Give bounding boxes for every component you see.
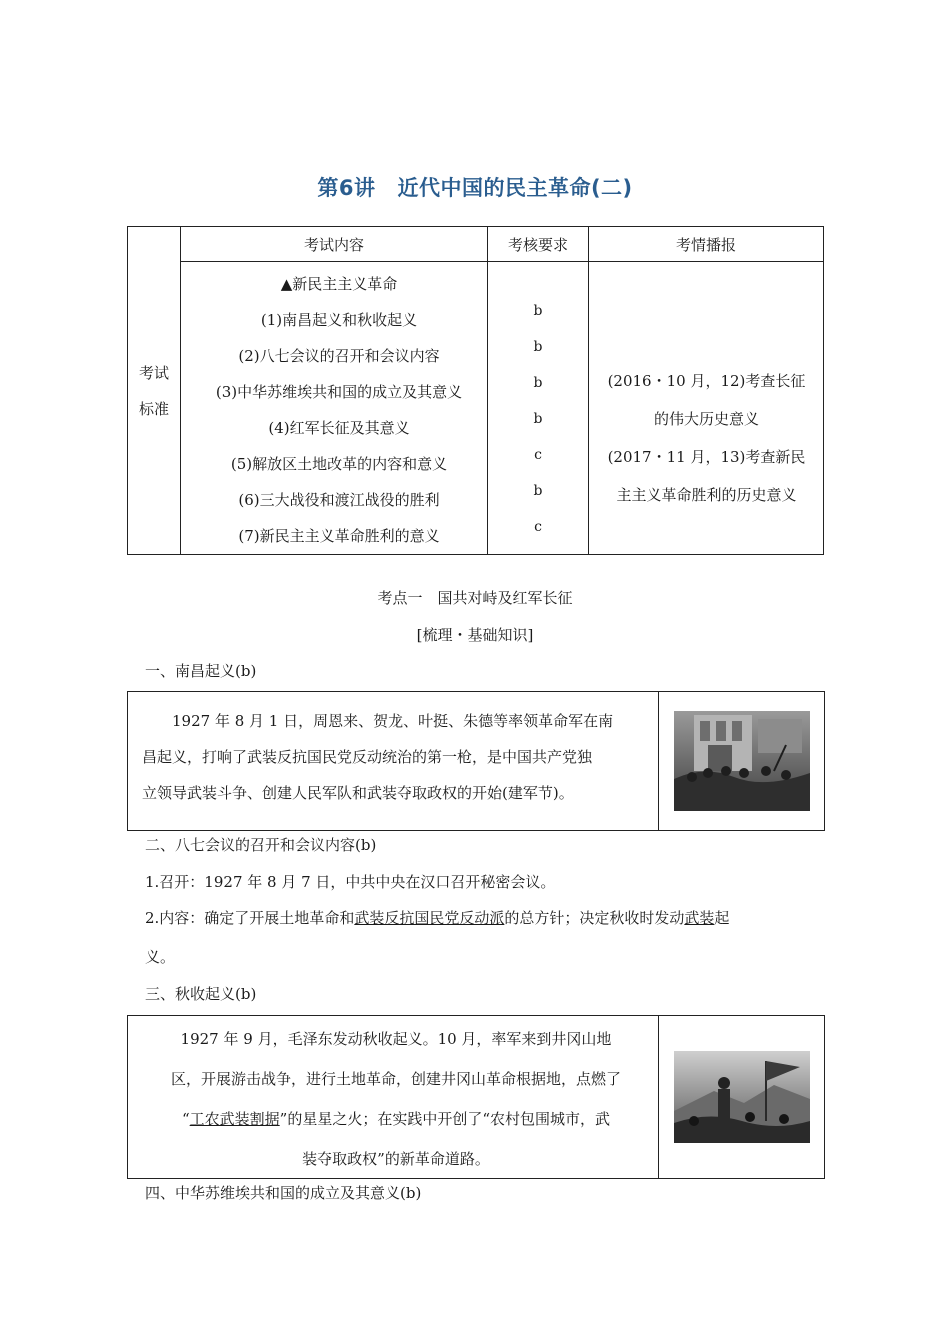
req-level: c: [534, 447, 542, 463]
row-label: 考试 标准: [128, 227, 181, 555]
header-content: 考试内容: [181, 227, 488, 262]
requirement-cell: [488, 262, 589, 555]
page-title: [0, 172, 950, 202]
sec2-item-1: 1.召开：1927 年 8 月 7 日，中共中央在汉口召开秘密会议。: [145, 873, 556, 891]
autumn-harvest-image: [659, 1016, 824, 1178]
broadcast-cell: (2016・10 月，12)考查长征 的伟大历史意义 (2017・11 月，13)考查新民 主主义革命胜利的历史意义: [589, 262, 824, 555]
sec2-item-2: 2.内容：确定了开展土地革命和武装反抗国民党反动派的总方针；决定秋收时发动武装起: [145, 909, 730, 927]
list-item: (4)红军长征及其意义: [268, 419, 410, 437]
nanchang-uprising-image: [659, 692, 824, 830]
req-level: c: [534, 519, 542, 535]
sec2-heading: 二、八七会议的召开和会议内容(b): [145, 836, 377, 854]
sec2-item-2-cont: 义。: [145, 948, 176, 966]
section-heading: ▲新民主主义革命: [280, 275, 398, 293]
req-level: b: [533, 483, 543, 499]
header-requirement: 考核要求: [488, 227, 589, 262]
sec4-heading: 四、中华苏维埃共和国的成立及其意义(b): [145, 1184, 422, 1202]
kaodian-heading: 考点一 国共对峙及红军长征: [377, 589, 573, 607]
lecture-number: 第6讲: [317, 176, 376, 200]
req-level: b: [533, 303, 543, 319]
kaodian-subheading: [梳理・基础知识]: [416, 626, 534, 644]
req-level: b: [533, 411, 543, 427]
req-level: b: [533, 375, 543, 391]
list-item: (5)解放区土地改革的内容和意义: [230, 455, 448, 473]
list-item: (7)新民主主义革命胜利的意义: [238, 527, 440, 545]
sec3-heading: 三、秋收起义(b): [145, 985, 257, 1003]
autumn-harvest-box: [127, 1015, 825, 1179]
header-broadcast: 考情播报: [589, 227, 824, 262]
list-item: (3)中华苏维埃共和国的成立及其意义: [215, 383, 463, 401]
sec1-heading: 一、南昌起义(b): [145, 662, 257, 680]
list-item: (2)八七会议的召开和会议内容: [238, 347, 440, 365]
autumn-harvest-text: 1927 年 9 月，毛泽东发动秋收起义。10 月，率军来到井冈山地 区，开展游击战争，进行土地革命，创建井冈山革命根据地，点燃了 “工农武装割据”的星星之火；在实践中开创了“农村包围城市，武 装夺取政权”的新革命道路。: [128, 1016, 659, 1178]
content-cell: [181, 262, 488, 555]
nanchang-box: [127, 691, 825, 831]
list-item: (1)南昌起义和秋收起义: [260, 311, 418, 329]
req-level: b: [533, 339, 543, 355]
nanchang-text: 1927 年 8 月 1 日，周恩来、贺龙、叶挺、朱德等率领革命军在南 昌起义，打响了武装反抗国民党反动统治的第一枪，是中国共产党独 立领导武装斗争、创建人民军队和武装夺取政权的开始(建军节)。: [128, 692, 659, 830]
exam-standards-table: [127, 226, 824, 555]
list-item: (6)三大战役和渡江战役的胜利: [238, 491, 440, 509]
lecture-topic: 近代中国的民主革命(二): [397, 176, 633, 200]
